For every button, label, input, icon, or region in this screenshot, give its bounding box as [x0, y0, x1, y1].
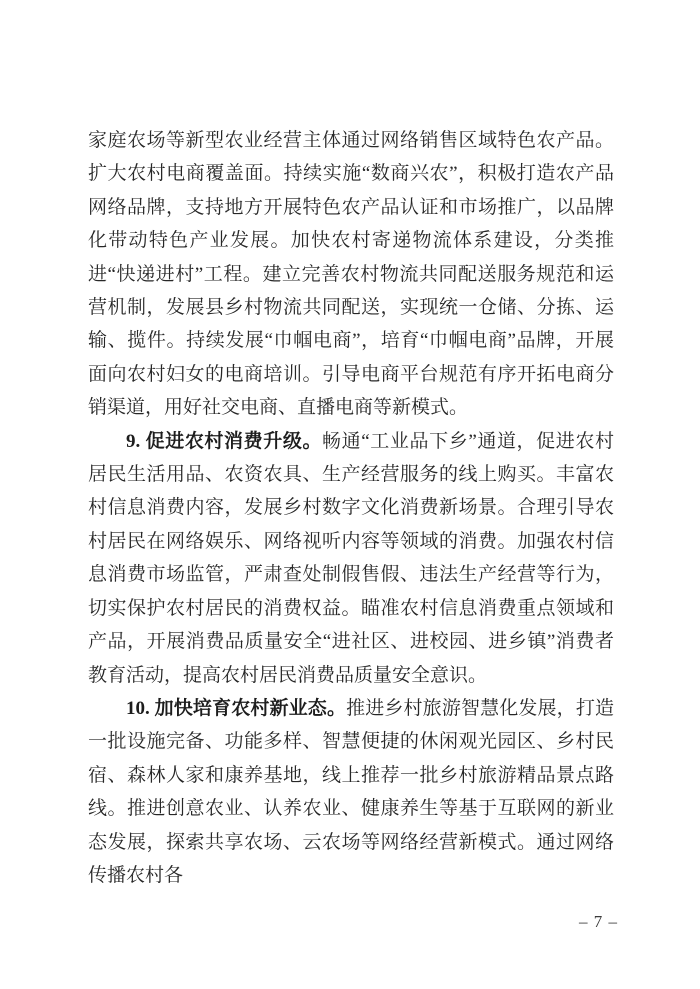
item-9-text: 畅通“工业品下乡”通道，促进农村居民生活用品、农资农具、生产经营服务的线上购买。丰富农村信息消费内容，发展乡村数字文化消费新场景。合理引导农村居民在网络娱乐、网络视听内容等领域的消费。加强农村信息消费市场监管，严肃查处制假售假、违法生产经营等行为，切实保护农村居民的消费权益。瞄准农村信息消费重点领域和产品，开展消费品质量安全“进社区、进校园、进乡镇”消费者教育活动，提高农村居民消费品质量安全意识。: [88, 430, 614, 686]
page-number: – 7 –: [579, 912, 618, 931]
paragraph-continuation-text: 家庭农场等新型农业经营主体通过网络销售区域特色农产品。扩大农村电商覆盖面。持续实施“数商兴农”，积极打造农产品网络品牌，支持地方开展特色农产品认证和市场推广，以品牌化带动特色产业发展。加快农村寄递物流体系建设，分类推进“快递进村”工程。建立完善农村物流共同配送服务规范和运营机制，发展县乡村物流共同配送，实现统一仓储、分拣、运输、揽件。持续发展“巾帼电商”，培育“巾帼电商”品牌，开展面向农村妇女的电商培训。引导电商平台规范有序开拓电商分销渠道，用好社交电商、直播电商等新模式。: [88, 130, 614, 419]
item-10-text: 推进乡村旅游智慧化发展，打造一批设施完备、功能多样、智慧便捷的休闲观光园区、乡村民宿、森林人家和康养基地，线上推荐一批乡村旅游精品景点路线。推进创意农业、认养农业、健康养生等基于互联网的新业态发展，探索共享农场、云农场等网络经营新模式。通过网络传播农村各: [88, 697, 614, 886]
item-9-heading: 9. 促进农村消费升级。: [126, 430, 323, 452]
paragraph-item-9: [88, 425, 614, 692]
paragraph-item-10: [88, 692, 614, 892]
item-10-heading: 10. 加快培育农村新业态。: [126, 697, 347, 719]
paragraph-continuation: [88, 124, 614, 425]
document-body: [88, 124, 614, 892]
